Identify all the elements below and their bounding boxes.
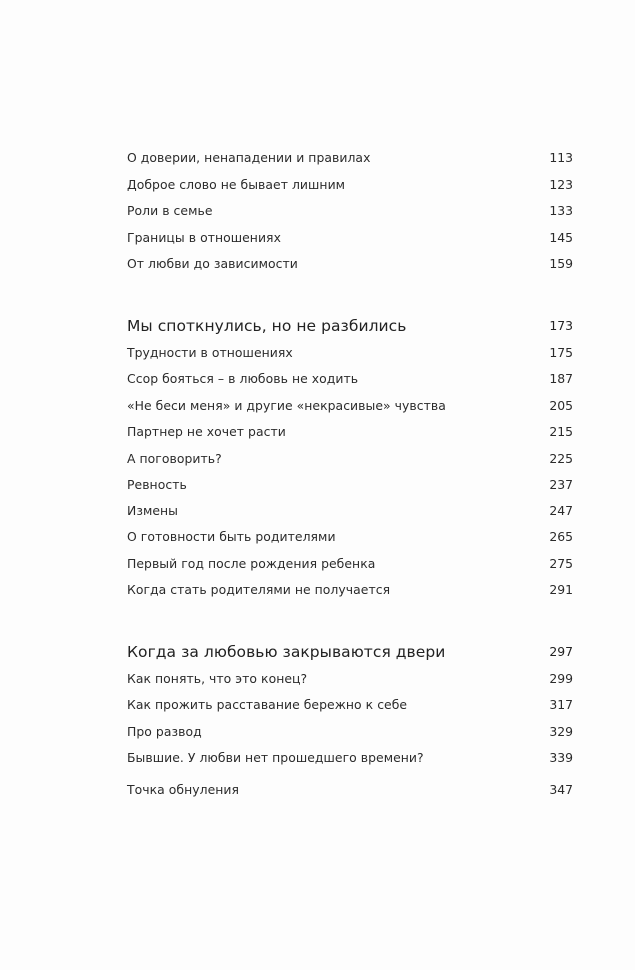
toc-entry-page: 291	[549, 582, 573, 597]
toc-section-page: 297	[549, 644, 573, 659]
toc-entry-page: 123	[549, 177, 573, 192]
toc-entry	[127, 530, 573, 544]
toc-entry-page: 247	[549, 503, 573, 518]
toc-entry	[127, 698, 573, 712]
toc-entry-page: 265	[549, 529, 573, 544]
toc-entry-title: От любви до зависимости	[127, 256, 298, 271]
toc-entry	[127, 399, 573, 413]
toc-entry-page: 145	[549, 230, 573, 245]
toc-entry	[127, 178, 573, 192]
toc-entry-title: Измены	[127, 503, 179, 518]
toc-entry-title: Точка обнуления	[127, 782, 240, 797]
toc-entry	[127, 204, 573, 218]
toc-entry	[127, 452, 573, 466]
toc-entry-title: Роли в семье	[127, 203, 213, 218]
toc-entry-title: Как прожить расставание бережно к себе	[127, 697, 408, 712]
toc-entry-title: Как понять, что это конец?	[127, 671, 308, 686]
toc-entry	[127, 504, 573, 518]
toc-entry-title: О готовности быть родителями	[127, 529, 336, 544]
toc-entry	[127, 751, 573, 765]
toc-entry-page: 237	[549, 477, 573, 492]
toc-entry-page: 329	[549, 724, 573, 739]
toc-entry-page: 225	[549, 451, 573, 466]
toc-section-heading	[127, 643, 573, 661]
toc-entry	[127, 725, 573, 739]
toc-entry-page: 339	[549, 750, 573, 765]
toc-entry-title: О доверии, ненападении и правилах	[127, 150, 371, 165]
toc-entry	[127, 557, 573, 571]
toc-section-heading	[127, 317, 573, 335]
toc-entry-title: Про развод	[127, 724, 202, 739]
toc-entry	[127, 783, 573, 797]
toc-section-title: Когда за любовью закрываются двери	[127, 643, 446, 661]
toc-entry-page: 187	[549, 371, 573, 386]
toc-entry	[127, 425, 573, 439]
toc-entry	[127, 672, 573, 686]
toc-entry-title: «Не беси меня» и другие «некрасивые» чувства	[127, 398, 446, 413]
toc-entry-title: Первый год после рождения ребенка	[127, 556, 376, 571]
toc-entry-title: Ревность	[127, 477, 187, 492]
toc-entry	[127, 151, 573, 165]
toc-entry-page: 347	[549, 782, 573, 797]
toc-entry-title: Ссор бояться – в любовь не ходить	[127, 371, 359, 386]
toc-entry	[127, 372, 573, 386]
toc-entry-page: 275	[549, 556, 573, 571]
toc-entry	[127, 478, 573, 492]
toc-section-title: Мы споткнулись, но не разбились	[127, 317, 407, 335]
toc-entry-page: 299	[549, 671, 573, 686]
toc-entry-page: 205	[549, 398, 573, 413]
toc-entry	[127, 583, 573, 597]
toc-entry-page: 175	[549, 345, 573, 360]
toc-entry-title: Границы в отношениях	[127, 230, 281, 245]
toc-entry-page: 113	[549, 150, 573, 165]
toc-entry-title: А поговорить?	[127, 451, 222, 466]
toc-entry	[127, 257, 573, 271]
toc-entry-title: Трудности в отношениях	[127, 345, 293, 360]
toc-entry-title: Партнер не хочет расти	[127, 424, 286, 439]
toc-entry-page: 317	[549, 697, 573, 712]
toc-entry	[127, 231, 573, 245]
toc-entry	[127, 346, 573, 360]
toc-entry-page: 133	[549, 203, 573, 218]
toc-entry-page: 159	[549, 256, 573, 271]
toc-entry-title: Когда стать родителями не получается	[127, 582, 391, 597]
toc-entry-title: Бывшие. У любви нет прошедшего времени?	[127, 750, 424, 765]
toc-entry-page: 215	[549, 424, 573, 439]
toc-entry-title: Доброе слово не бывает лишним	[127, 177, 346, 192]
toc-section-page: 173	[549, 318, 573, 333]
